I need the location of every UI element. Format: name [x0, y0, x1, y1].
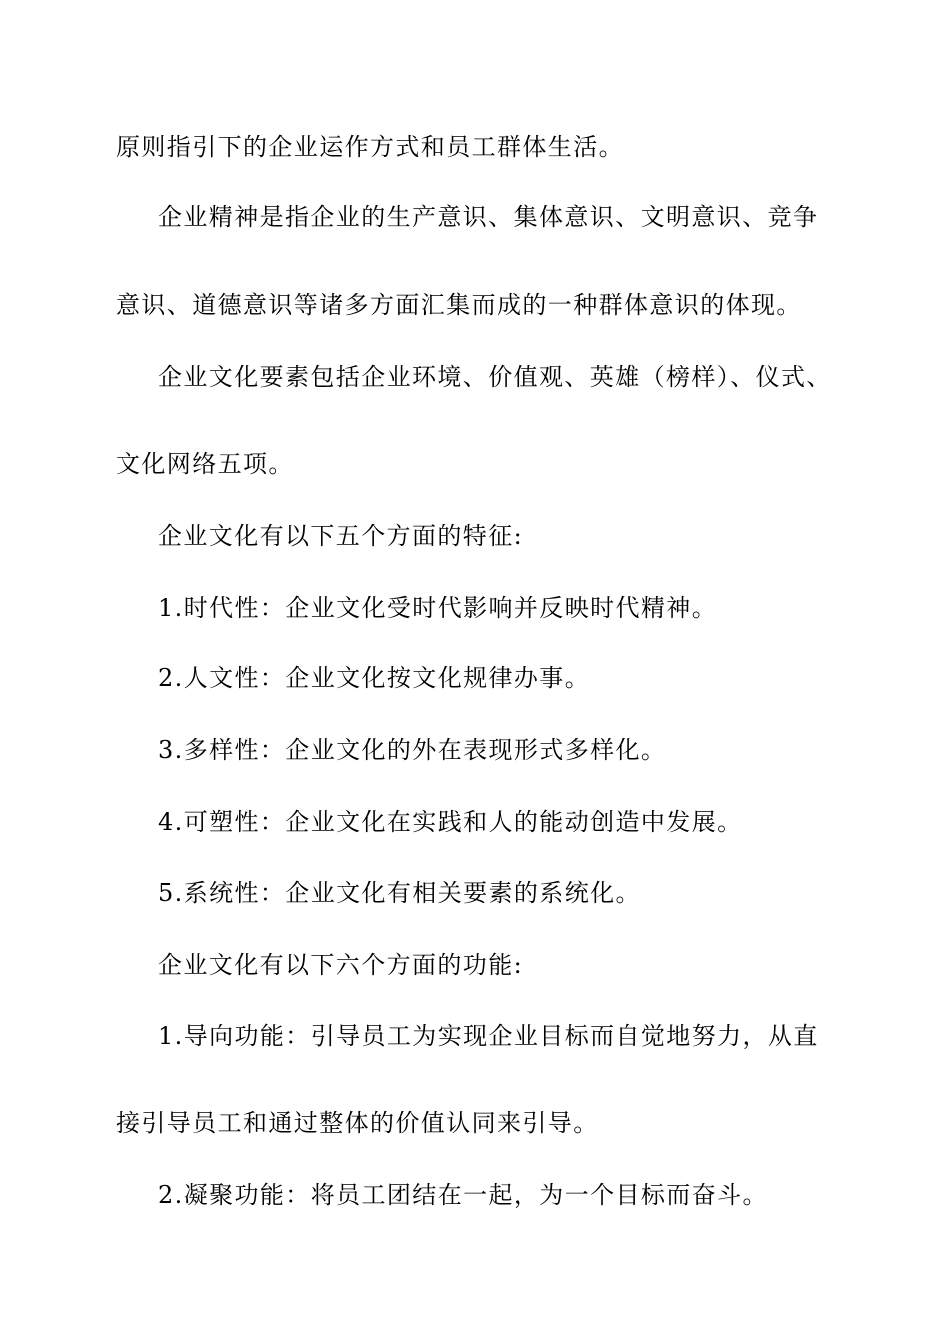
- paragraph-features-intro: 企业文化有以下五个方面的特征:: [158, 522, 524, 550]
- feature-item-3: 3.多样性：企业文化的外在表现形式多样化。: [158, 736, 667, 764]
- paragraph-culture-elements-line-1: 企业文化要素包括企业环境、价值观、英雄（榜样）、仪式、: [158, 363, 832, 391]
- paragraph-continuation-line: 原则指引下的企业运作方式和员工群体生活。: [116, 133, 624, 161]
- paragraph-culture-elements-line-2: 文化网络五项。: [116, 450, 294, 478]
- paragraph-corporate-spirit-line-1: 企业精神是指企业的生产意识、集体意识、文明意识、竞争: [158, 203, 819, 231]
- function-item-1-line-1: 1.导向功能：引导员工为实现企业目标而自觉地努力，从直: [158, 1022, 819, 1050]
- feature-item-2: 2.人文性：企业文化按文化规律办事。: [158, 664, 591, 692]
- feature-item-1: 1.时代性：企业文化受时代影响并反映时代精神。: [158, 594, 718, 622]
- function-item-1-line-2: 接引导员工和通过整体的价值认同来引导。: [116, 1109, 599, 1137]
- function-item-2: 2.凝聚功能：将员工团结在一起，为一个目标而奋斗。: [158, 1181, 768, 1209]
- feature-item-5: 5.系统性：企业文化有相关要素的系统化。: [158, 879, 641, 907]
- paragraph-corporate-spirit-line-2: 意识、道德意识等诸多方面汇集而成的一种群体意识的体现。: [116, 291, 802, 319]
- feature-item-4: 4.可塑性：企业文化在实践和人的能动创造中发展。: [158, 808, 743, 836]
- paragraph-functions-intro: 企业文化有以下六个方面的功能:: [158, 951, 524, 979]
